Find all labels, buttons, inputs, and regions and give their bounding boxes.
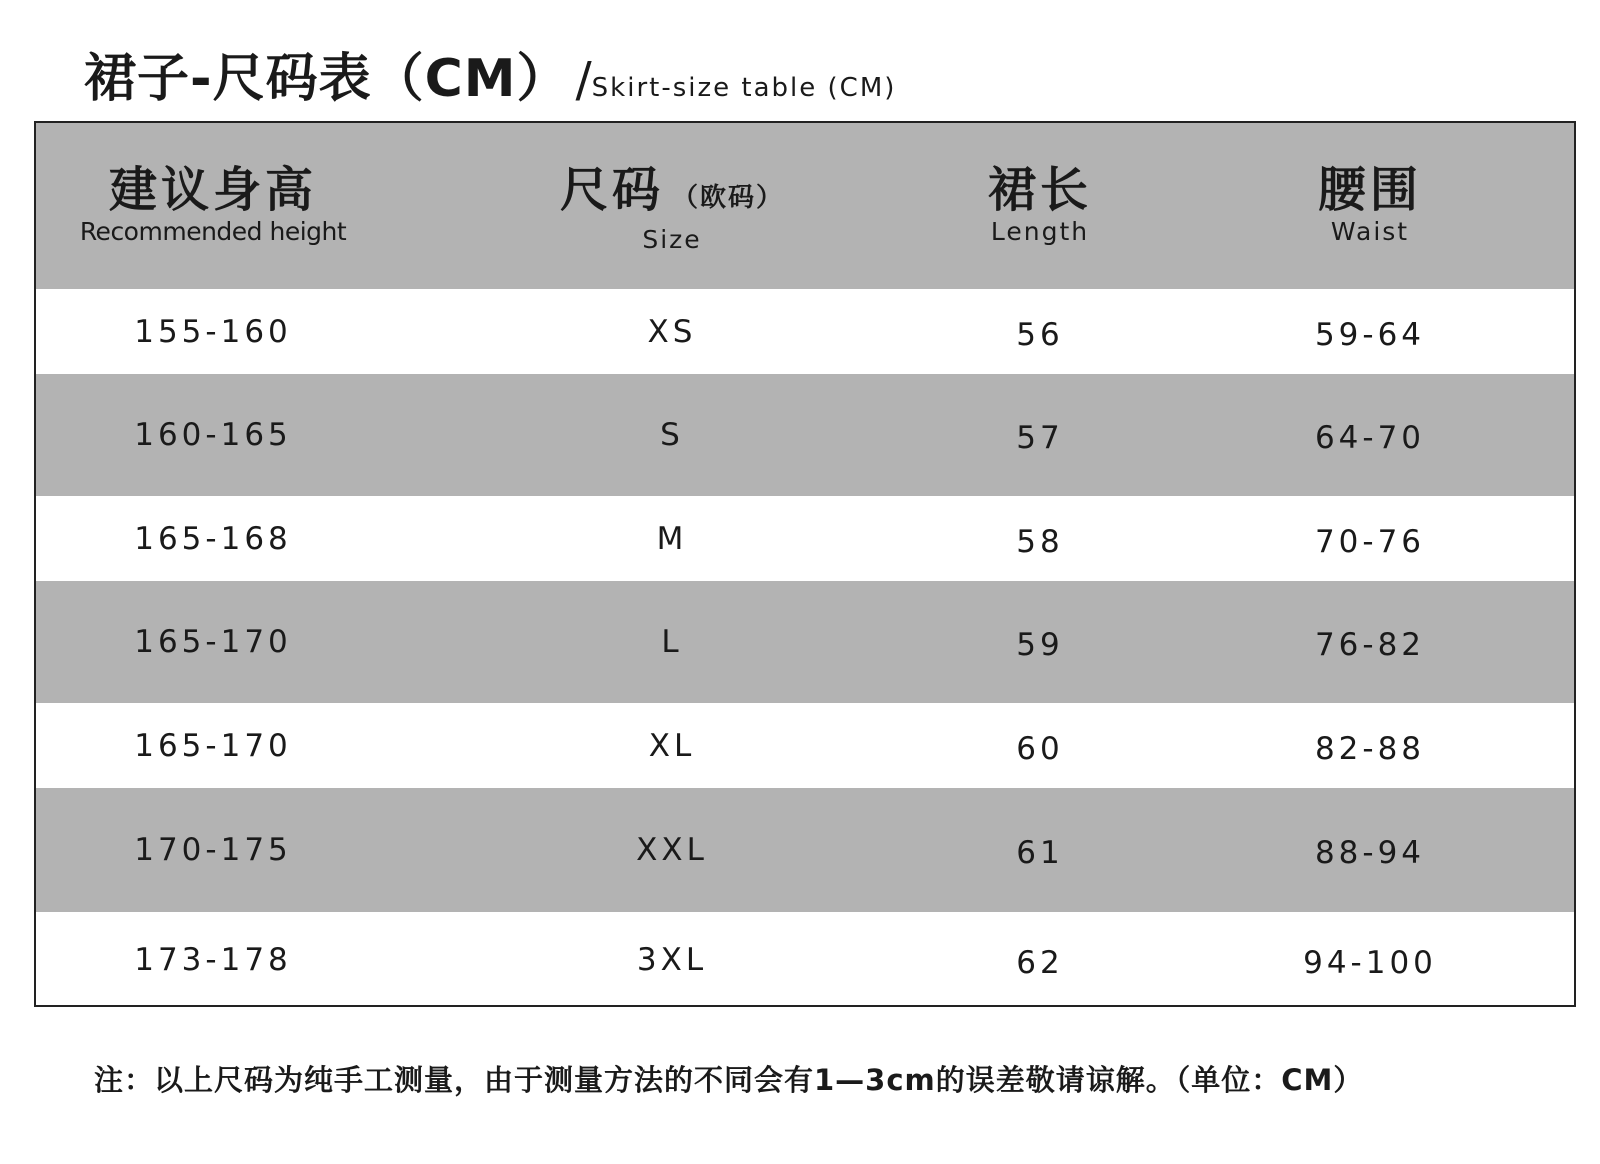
- cell-size: S: [660, 417, 684, 453]
- header-height: [34, 163, 443, 247]
- cell-size: XXL: [636, 832, 708, 868]
- table-header-row: [36, 123, 1574, 289]
- title-chinese: 裙子-尺码表（CM）: [84, 49, 570, 109]
- table-row: [36, 703, 1574, 788]
- title-separator: /: [575, 52, 592, 108]
- cell-waist: 94-100: [1303, 944, 1437, 981]
- cell-length: 56: [1016, 316, 1064, 353]
- cell-length: 60: [1016, 730, 1064, 767]
- page-title: [84, 36, 896, 116]
- cell-waist: 59-64: [1314, 316, 1426, 353]
- header-length-en: Length: [990, 217, 1090, 246]
- table-row: [36, 581, 1574, 703]
- cell-waist: 70-76: [1314, 523, 1426, 560]
- cell-size: 3XL: [636, 941, 708, 978]
- header-size-en: Size: [642, 225, 702, 254]
- cell-size: XS: [647, 313, 697, 350]
- cell-length: 62: [1016, 944, 1064, 981]
- cell-waist: 76-82: [1314, 627, 1426, 663]
- cell-waist: 64-70: [1314, 420, 1426, 456]
- cell-height: 165-168: [134, 520, 292, 557]
- title-english: Skirt-size table (CM): [591, 73, 897, 103]
- cell-height: 160-165: [134, 417, 292, 453]
- header-height-en: Recommended height: [79, 217, 347, 246]
- cell-waist: 88-94: [1314, 835, 1426, 871]
- footnote: 注：以上尺码为纯手工测量，由于测量方法的不同会有1—3cm的误差敬请谅解。（单位：CM）: [94, 1063, 1364, 1097]
- table-row: [36, 912, 1574, 1007]
- cell-height: 170-175: [134, 832, 292, 868]
- cell-length: 61: [1016, 835, 1064, 871]
- cell-height: 165-170: [134, 624, 292, 660]
- header-size-cn-note: （欧码）: [672, 183, 785, 213]
- cell-size: XL: [648, 727, 696, 764]
- header-waist: [1140, 163, 1576, 247]
- cell-length: 57: [1016, 420, 1064, 456]
- cell-height: 165-170: [134, 727, 292, 764]
- cell-height: 155-160: [134, 313, 292, 350]
- table-row: [36, 788, 1574, 912]
- header-height-cn: 建议身高: [108, 162, 317, 218]
- header-length-cn: 裙长: [987, 162, 1092, 218]
- cell-length: 58: [1016, 523, 1064, 560]
- header-size-cn: 尺码: [559, 162, 664, 218]
- table-row: [36, 496, 1574, 581]
- size-table: [34, 121, 1576, 1007]
- cell-waist: 82-88: [1314, 730, 1426, 767]
- cell-height: 173-178: [134, 941, 292, 978]
- cell-length: 59: [1016, 627, 1064, 663]
- cell-size: M: [656, 520, 688, 557]
- cell-size: L: [661, 624, 683, 660]
- table-row: [36, 374, 1574, 496]
- header-waist-cn: 腰围: [1317, 162, 1422, 218]
- header-waist-en: Waist: [1330, 217, 1410, 246]
- table-row: [36, 289, 1574, 374]
